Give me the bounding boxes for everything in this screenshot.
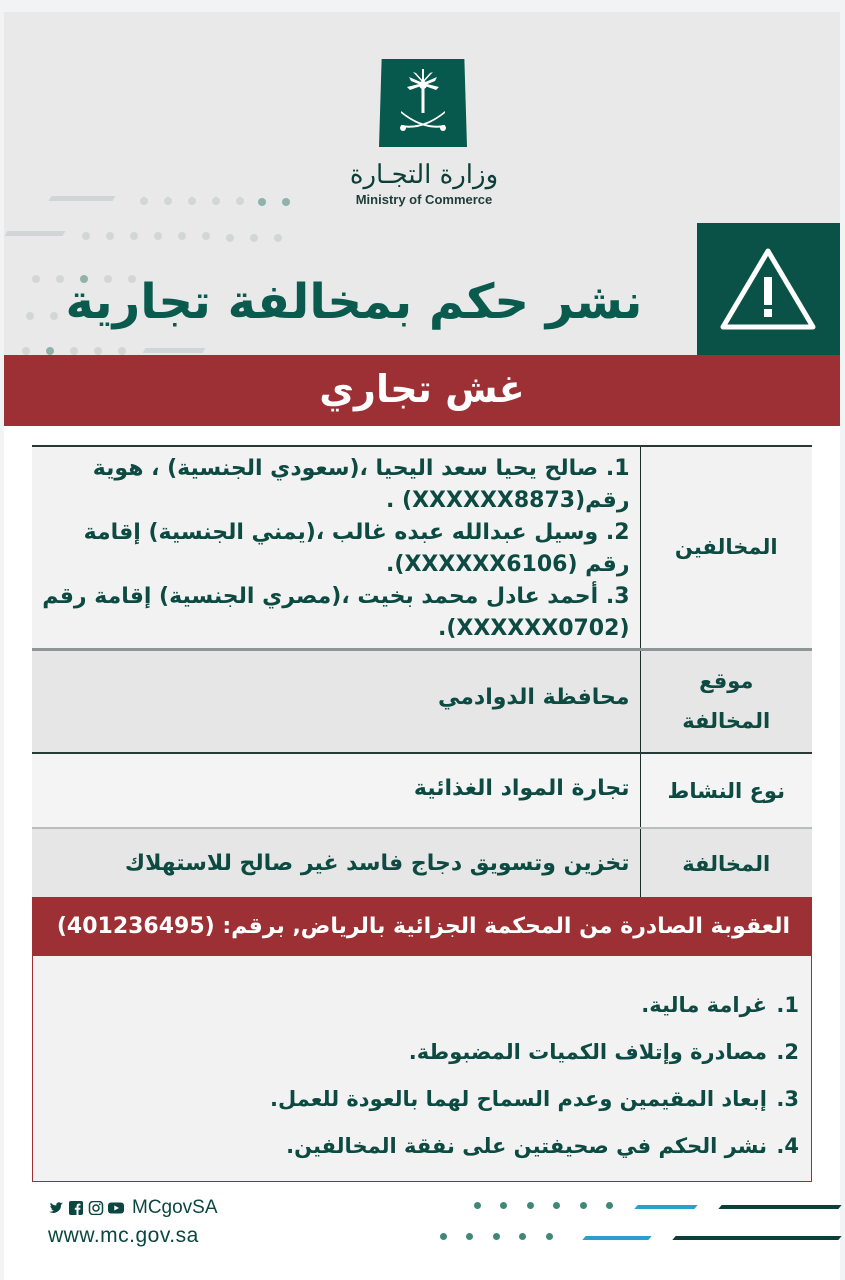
warning-triangle-icon: [697, 223, 840, 355]
violation-category-banner: غش تجاري: [4, 355, 840, 426]
facebook-icon[interactable]: [68, 1201, 84, 1215]
violator-item: 1. صالح يحيا سعد اليحيا ،(سعودي الجنسية) ، هوية رقم(XXXXXX8873) .: [92, 456, 630, 514]
instagram-icon[interactable]: [88, 1201, 104, 1215]
youtube-icon[interactable]: [108, 1201, 124, 1215]
location-label: موقع المخالفة: [640, 649, 812, 753]
social-handle[interactable]: MCgovSA: [132, 1197, 218, 1218]
social-links: [48, 1197, 218, 1219]
warning-badge: [697, 223, 840, 355]
ministry-logo: [379, 59, 467, 147]
penalty-item: 2.مصادرة وإتلاف الكميات المضبوطة.: [408, 1040, 799, 1064]
table-row-violators: [32, 446, 812, 649]
website-link[interactable]: www.mc.gov.sa: [48, 1224, 199, 1247]
violators-value: [32, 446, 640, 649]
violation-label: المخالفة: [640, 828, 812, 898]
location-value: محافظة الدوادمي: [32, 649, 640, 753]
announcement-page: [4, 12, 840, 1280]
table-row-location: [32, 649, 812, 753]
penalty-heading: العقوبة الصادرة من المحكمة الجزائية بالرياض, برقم: (401236495): [32, 897, 812, 956]
violation-value: تخزين وتسويق دجاج فاسد غير صالح للاستهلاك: [32, 828, 640, 898]
penalty-item: 4.نشر الحكم في صحيفتين على نفقة المخالفين.: [286, 1134, 799, 1158]
table-row-activity: [32, 753, 812, 828]
ministry-name-english: Ministry of Commerce: [355, 192, 493, 207]
penalty-list: [32, 956, 812, 1182]
violation-details-table: [32, 445, 812, 898]
activity-value: تجارة المواد الغذائية: [32, 753, 640, 828]
ministry-name-arabic: وزارة التجـارة: [349, 160, 499, 190]
table-row-violation: [32, 828, 812, 898]
palm-swords-emblem-icon: [379, 59, 467, 147]
penalty-item: 1.غرامة مالية.: [641, 993, 799, 1017]
violator-item: 2. وسيل عبدالله عبده غالب ،(يمني الجنسية) إقامة رقم (XXXXXX6106).: [83, 520, 630, 578]
penalty-item: 3.إبعاد المقيمين وعدم السماح لهما بالعودة للعمل.: [269, 1087, 799, 1111]
violator-item: 3. أحمد عادل محمد بخيت ،(مصري الجنسية) إقامة رقم (XXXXXX0702).: [42, 584, 630, 642]
violators-label: المخالفين: [640, 446, 812, 649]
twitter-icon[interactable]: [48, 1201, 64, 1215]
page-title: نشر حكم بمخالفة تجارية: [65, 274, 643, 330]
activity-label: نوع النشاط: [640, 753, 812, 828]
